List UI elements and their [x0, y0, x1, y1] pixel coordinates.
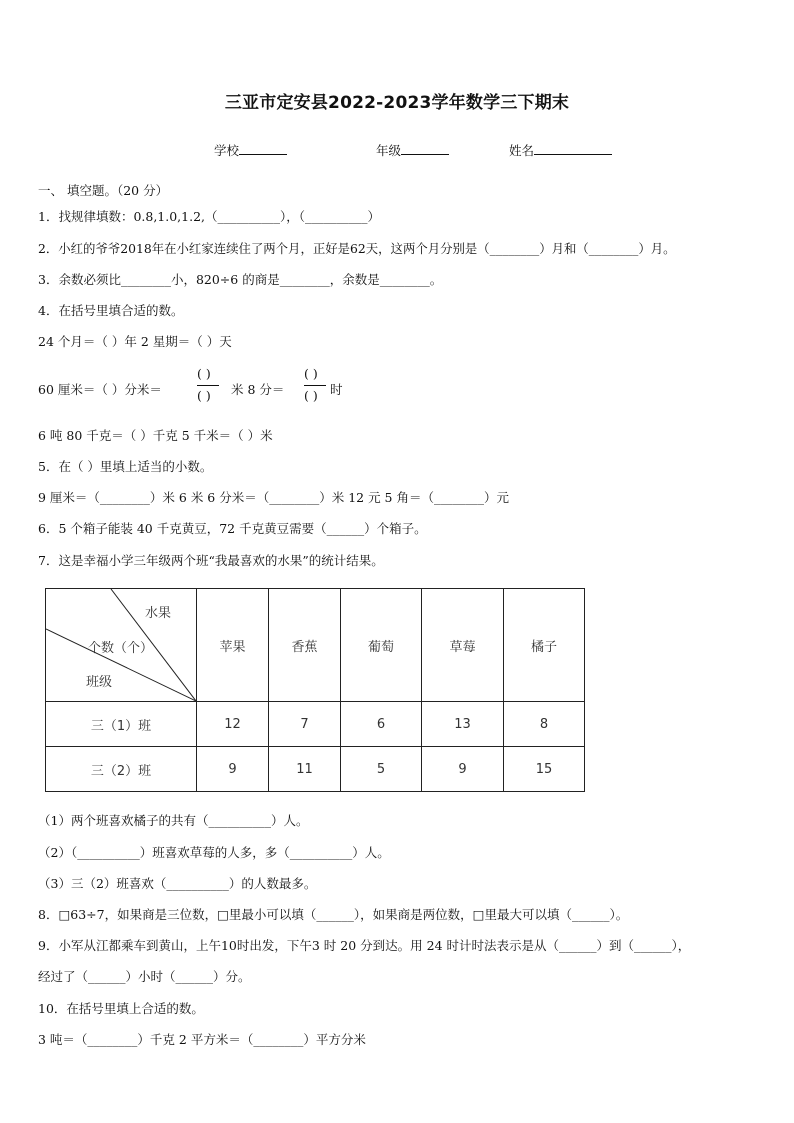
page-title: 三亚市定安县2022-2023学年数学三下期末 — [224, 93, 570, 113]
question-4b-mid: 米 8 分＝ — [231, 382, 285, 397]
grade-blank — [401, 141, 449, 155]
question-6: 6．5 个箱子能装 40 千克黄豆，72 千克黄豆需要（______）个箱子。 — [38, 521, 427, 536]
value-cell: 5 — [341, 747, 422, 792]
value-cell: 9 — [197, 747, 269, 792]
question-5: 5．在（ ）里填上适当的小数。 — [38, 459, 213, 474]
value-cell: 13 — [422, 702, 504, 747]
corner-fruit-label: 水果 — [145, 606, 172, 621]
fruit-header: 香蕉 — [269, 589, 341, 702]
corner-count-label: 个数（个） — [88, 641, 154, 656]
question-7: 7．这是幸福小学三年级两个班“我最喜欢的水果”的统计结果。 — [38, 553, 384, 568]
class-cell: 三（1）班 — [46, 702, 197, 747]
value-cell: 6 — [341, 702, 422, 747]
corner-class-label: 班级 — [86, 675, 113, 690]
value-cell: 7 — [269, 702, 341, 747]
value-cell: 12 — [197, 702, 269, 747]
table-row — [46, 702, 585, 747]
grade-label: 年级 — [376, 143, 402, 158]
name-blank — [534, 141, 612, 155]
fruit-stats-table — [45, 588, 585, 792]
question-7-1: （1）两个班喜欢橘子的共有（__________）人。 — [38, 813, 309, 828]
question-9-line1: 9．小军从江都乘车到黄山，上午10时出发，下午3 时 20 分到达。用 24 时计时法表示是从（______）到（______）， — [38, 938, 691, 953]
question-7-2: （2）（__________）班喜欢草莓的人多，多（__________）人。 — [38, 845, 390, 860]
school-field — [214, 141, 287, 159]
name-field — [509, 141, 612, 159]
fraction-1-bar — [197, 385, 219, 386]
value-cell: 11 — [269, 747, 341, 792]
fraction-2-numerator: ( ) — [304, 366, 318, 381]
question-4: 4．在括号里填合适的数。 — [38, 303, 184, 318]
question-3: 3．余数必须比________小，820÷6 的商是________，余数是________。 — [38, 272, 443, 287]
section-heading: 一、 填空题。（20 分） — [38, 183, 169, 198]
fraction-2-bar — [304, 385, 326, 386]
table-header-row — [46, 589, 585, 702]
value-cell: 9 — [422, 747, 504, 792]
fraction-1-numerator: ( ) — [197, 366, 211, 381]
question-1: 1．找规律填数：0.8,1.0,1.2,（__________），（__________） — [38, 209, 381, 224]
grade-field — [376, 141, 449, 159]
fraction-1-denominator: ( ) — [197, 388, 211, 403]
question-9-line2: 经过了（______）小时（______）分。 — [38, 969, 251, 984]
school-blank — [239, 141, 287, 155]
question-7-3: （3）三（2）班喜欢（__________）的人数最多。 — [38, 876, 317, 891]
value-cell: 8 — [504, 702, 585, 747]
value-cell: 15 — [504, 747, 585, 792]
fruit-header: 橘子 — [504, 589, 585, 702]
question-2: 2．小红的爷爷2018年在小红家连续住了两个月，正好是62天，这两个月分别是（________）月和（________）月。 — [38, 241, 676, 256]
fruit-header: 葡萄 — [341, 589, 422, 702]
name-label: 姓名 — [509, 143, 535, 158]
question-4b-left: 60 厘米＝（ ）分米＝ — [38, 382, 162, 397]
question-4b-right: 时 — [330, 382, 343, 397]
fraction-2-denominator: ( ) — [304, 388, 318, 403]
question-4a: 24 个月＝（ ）年 2 星期＝（ ）天 — [38, 334, 232, 349]
school-label: 学校 — [214, 143, 240, 158]
question-8: 8．□63÷7，如果商是三位数，□里最小可以填（______），如果商是两位数，□里最大可以填（______）。 — [38, 907, 629, 922]
table-row — [46, 747, 585, 792]
class-cell: 三（2）班 — [46, 747, 197, 792]
question-4c: 6 吨 80 千克＝（ ）千克 5 千米＝（ ）米 — [38, 428, 273, 443]
question-10: 10．在括号里填上合适的数。 — [38, 1001, 204, 1016]
fruit-header: 苹果 — [197, 589, 269, 702]
table-corner-cell — [46, 589, 197, 702]
fraction-2 — [304, 366, 328, 406]
question-10a: 3 吨＝（________）千克 2 平方米＝（________）平方分米 — [38, 1032, 366, 1047]
question-5a: 9 厘米＝（________）米 6 米 6 分米＝（________）米 12 元 5 角＝（________）元 — [38, 490, 509, 505]
fraction-1 — [197, 366, 221, 406]
fruit-header: 草莓 — [422, 589, 504, 702]
